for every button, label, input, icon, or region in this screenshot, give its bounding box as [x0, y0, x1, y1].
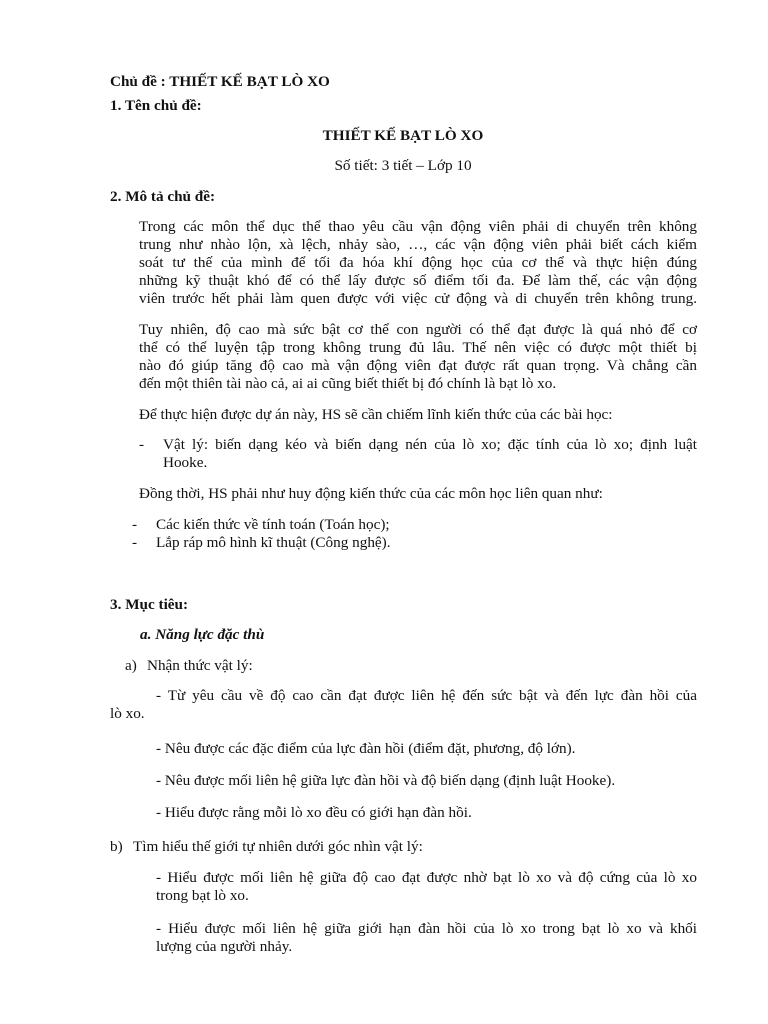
- objective-point: [110, 687, 697, 723]
- paragraph-line: viên trước hết phải làm quen được với việc cử động và di chuyển trên không trung.: [139, 290, 697, 307]
- objective-line: - Từ yêu cầu về độ cao cần đạt được liên hệ đến sức bật và đến lực đàn hồi của: [156, 687, 697, 704]
- objective-point: - Nêu được các đặc điểm của lực đàn hồi (điểm đặt, phương, độ lớn).: [156, 740, 576, 757]
- objective-line: lò xo.: [110, 705, 145, 722]
- paragraph-line: thể có thể luyện tập trong không trung đủ lâu. Thế nên việc có được một thiết bị: [139, 339, 697, 356]
- objective-line: trong bạt lò xo.: [156, 887, 249, 904]
- document-subtitle: Số tiết: 3 tiết – Lớp 10: [334, 157, 472, 174]
- paragraph-line: Trong các môn thể dục thể thao yêu cầu vận động viên phải di chuyển trên không: [139, 218, 697, 235]
- bullet-physics: [163, 436, 697, 472]
- bullet-technology: Lắp ráp mô hình kĩ thuật (Công nghệ).: [156, 534, 391, 551]
- section-1-heading: 1. Tên chủ đề:: [110, 97, 202, 114]
- paragraph-line: những kỹ thuật khó để có thể lấy được số điểm tối đa. Để làm thế, các vận động: [139, 272, 697, 289]
- objective-point: [156, 869, 697, 905]
- objective-line: - Hiểu được mối liên hệ giữa giới hạn đàn hồi của lò xo trong bạt lò xo và khối: [156, 920, 697, 937]
- bullet-dash: -: [132, 516, 138, 533]
- paragraph-intro: [139, 218, 697, 308]
- paragraph-line: trung như nhào lộn, xà lệch, nhảy sào, …, các vận động viên phải biết cách kiểm: [139, 236, 697, 253]
- objective-line: lượng của người nhảy.: [156, 938, 293, 955]
- paragraph-line: nào đó giúp tăng độ cao mà vận động viên đạt được rất quan trọng. Và chẳng cần: [139, 357, 697, 374]
- item-marker: b): [110, 838, 123, 855]
- paragraph-interdisciplinary: Đồng thời, HS phải như huy động kiến thức của các môn học liên quan như:: [139, 485, 603, 502]
- bullet-line: Vật lý: biến dạng kéo và biến dạng nén của lò xo; đặc tính của lò xo; định luật: [163, 436, 697, 453]
- bullet-dash: -: [139, 436, 145, 453]
- bullet-line: Hooke.: [163, 454, 208, 471]
- topic-line: Chủ đề : THIẾT KẾ BẠT LÒ XO: [110, 73, 330, 90]
- item-b-label: Tìm hiểu thế giới tự nhiên dưới góc nhìn vật lý:: [133, 838, 423, 855]
- item-marker: a): [125, 657, 137, 674]
- objective-point: [156, 920, 697, 956]
- document-title: THIẾT KẾ BẠT LÒ XO: [322, 127, 484, 144]
- objective-line: - Hiểu được mối liên hệ giữa độ cao đạt được nhờ bạt lò xo và độ cứng của lò xo: [156, 869, 697, 886]
- item-a-label: Nhận thức vật lý:: [147, 657, 253, 674]
- paragraph-line: Tuy nhiên, độ cao mà sức bật cơ thể con người có thể đạt được là quá nhỏ để cơ: [139, 321, 697, 338]
- section-3-heading: 3. Mục tiêu:: [110, 596, 189, 613]
- paragraph-line: đến một thiên tài nào cả, ai ai cũng biết thiết bị đó chính là bạt lò xo.: [139, 375, 557, 392]
- section-2-heading: 2. Mô tả chủ đề:: [110, 188, 216, 205]
- paragraph-knowledge: Để thực hiện được dự án này, HS sẽ cần chiếm lĩnh kiến thức của các bài học:: [139, 406, 613, 423]
- paragraph-height: [139, 321, 697, 393]
- bullet-math: Các kiến thức về tính toán (Toán học);: [156, 516, 390, 533]
- objective-point: - Hiểu được rằng mỗi lò xo đều có giới hạn đàn hồi.: [156, 804, 472, 821]
- objective-point: - Nêu được mối liên hệ giữa lực đàn hồi và độ biến dạng (định luật Hooke).: [156, 772, 616, 789]
- bullet-dash: -: [132, 534, 138, 551]
- subsection-heading: a. Năng lực đặc thù: [140, 626, 265, 643]
- paragraph-line: soát tư thế của mình để tối đa hóa khí động học của cơ thể và thực hiện đúng: [139, 254, 697, 271]
